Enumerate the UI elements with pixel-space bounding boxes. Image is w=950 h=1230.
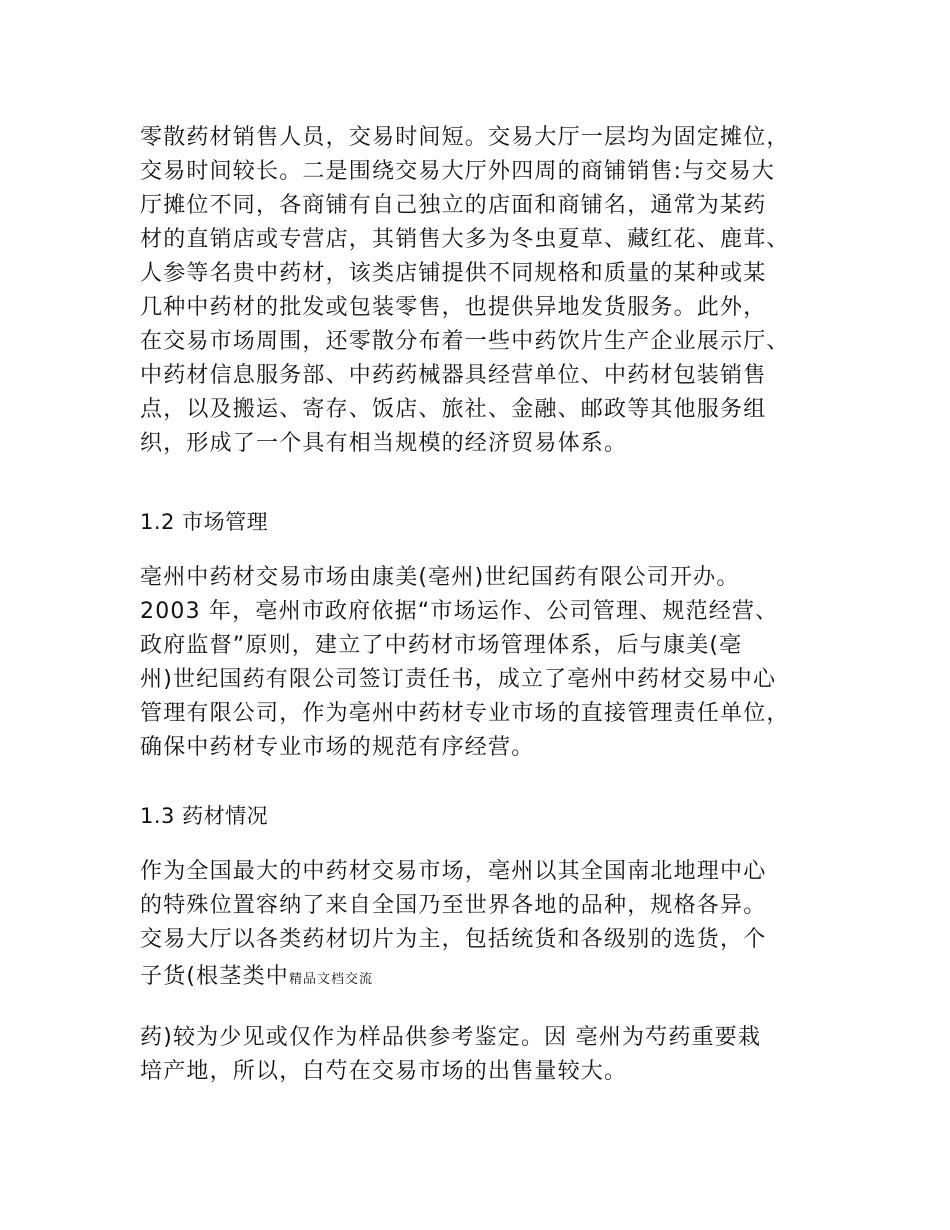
paragraph-3-line-4	[140, 962, 373, 995]
paragraph-1-line-1: 零散药材销售人员，交易时间短。交易大厅一层均为固定摊位，	[140, 125, 790, 150]
paragraph-2-line-3: 政府监督”原则，建立了中药材市场管理体系，后与康美(亳	[140, 633, 743, 658]
paragraph-3-line-1: 作为全国最大的中药材交易市场，亳州以其全国南北地理中心	[140, 859, 767, 884]
paragraph-1-line-3: 厅摊位不同，各商铺有自己独立的店面和商铺名，通常为某药	[140, 193, 767, 218]
paragraph-4-line-2: 培产地，所以，白芍在交易市场的出售量较大。	[140, 1059, 628, 1084]
paragraph-2-line-6: 确保中药材专业市场的规范有序经营。	[140, 735, 535, 760]
paragraph-3-line-3: 交易大厅以各类药材切片为主，包括统货和各级别的选货，个	[140, 927, 767, 952]
paragraph-1-line-10: 织，形成了一个具有相当规模的经济贸易体系。	[140, 431, 628, 456]
paragraph-1-line-6: 几种中药材的批发或包装零售，也提供异地发货服务。此外，	[140, 295, 767, 320]
section-heading-1-3: 1.3 药材情况	[140, 804, 269, 828]
paragraph-1-line-4: 材的直销店或专营店，其销售大多为冬虫夏草、藏红花、鹿茸、	[140, 227, 790, 252]
paragraph-4-line-1: 药)较为少见或仅作为样品供参考鉴定。因 亳州为芍药重要栽	[140, 1025, 762, 1050]
section-heading-1-2: 1.2 市场管理	[140, 510, 269, 534]
paragraph-3-line-2: 的特殊位置容纳了来自全国乃至世界各地的品种，规格各异。	[140, 893, 767, 918]
paragraph-3-line-4-text: 子货(根茎类中	[140, 964, 289, 989]
paragraph-1-line-8: 中药材信息服务部、中药药械器具经营单位、中药材包装销售	[140, 363, 767, 388]
watermark-text: 精品文档交流	[288, 972, 373, 987]
paragraph-2-line-1: 亳州中药材交易市场由康美(亳州)世纪国药有限公司开办。	[140, 565, 740, 590]
paragraph-2-line-4: 州)世纪国药有限公司签订责任书，成立了亳州中药材交易中心	[140, 667, 777, 692]
paragraph-1-line-9: 点，以及搬运、寄存、饭店、旅社、金融、邮政等其他服务组	[140, 397, 767, 422]
paragraph-1-line-2: 交易时间较长。二是围绕交易大厅外四周的商铺销售:与交易大	[140, 159, 776, 184]
paragraph-1-line-7: 在交易市场周围，还零散分布着一些中药饮片生产企业展示厅、	[140, 329, 790, 354]
paragraph-1-line-5: 人参等名贵中药材，该类店铺提供不同规格和质量的某种或某	[140, 261, 767, 286]
paragraph-2-line-5: 管理有限公司，作为亳州中药材专业市场的直接管理责任单位，	[140, 701, 790, 726]
paragraph-2-line-2: 2003 年，亳州市政府依据“市场运作、公司管理、规范经营、	[140, 599, 779, 624]
